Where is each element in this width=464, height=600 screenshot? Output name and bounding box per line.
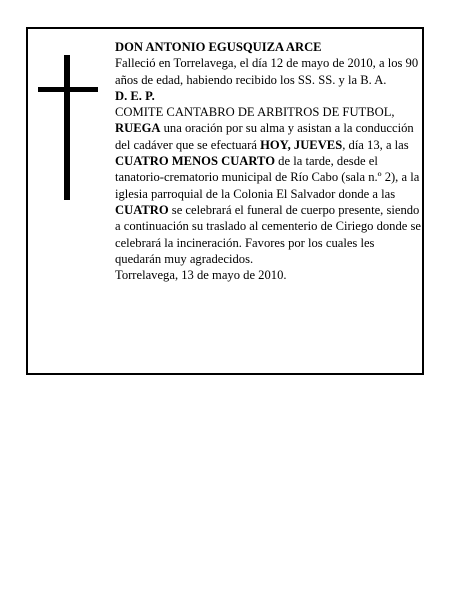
cross-vertical-bar: [64, 55, 70, 200]
invitation-text-2: , día 13, a las: [342, 137, 409, 152]
ruega-keyword: RUEGA: [115, 121, 161, 136]
organization-name: COMITE CANTABRO DE ARBITROS DE FUTBOL,: [115, 105, 395, 120]
invitation-paragraph: [115, 104, 423, 267]
funeral-time: CUATRO: [115, 202, 169, 217]
rest-in-peace: D. E. P.: [115, 88, 155, 103]
day-highlight: HOY, JUEVES: [260, 137, 343, 152]
deceased-name: DON ANTONIO EGUSQUIZA ARCE: [115, 40, 322, 54]
notice-text: [115, 39, 423, 283]
departure-time: CUATRO MENOS CUARTO: [115, 154, 276, 169]
closing-line: Torrelavega, 13 de mayo de 2010.: [115, 268, 287, 283]
cross-horizontal-bar: [38, 87, 98, 92]
death-details: Falleció en Torrelavega, el día 12 de mayo de 2010, a los 90 años de edad, habiendo recibido los SS. SS. y la B. A.: [115, 56, 419, 87]
invitation-text-4: se celebrará el funeral de cuerpo presente, siendo a continuación su traslado al cementerio de Ciriego donde se celebrará la incineración. Favores por los cuales les quedarán muy agradecidos.: [115, 202, 421, 266]
invitation-text-3: de la tarde, desde el tanatorio-crematorio municipal de Río Cabo (sala n.º 2), a la iglesia parroquial de la Colonia El Salvador donde a las: [115, 154, 420, 201]
obituary-notice: [26, 27, 424, 375]
invitation-text-1: una oración por su alma y asistan a la conducción del cadáver que se efectuará: [115, 121, 414, 152]
cross-icon: [38, 55, 98, 200]
